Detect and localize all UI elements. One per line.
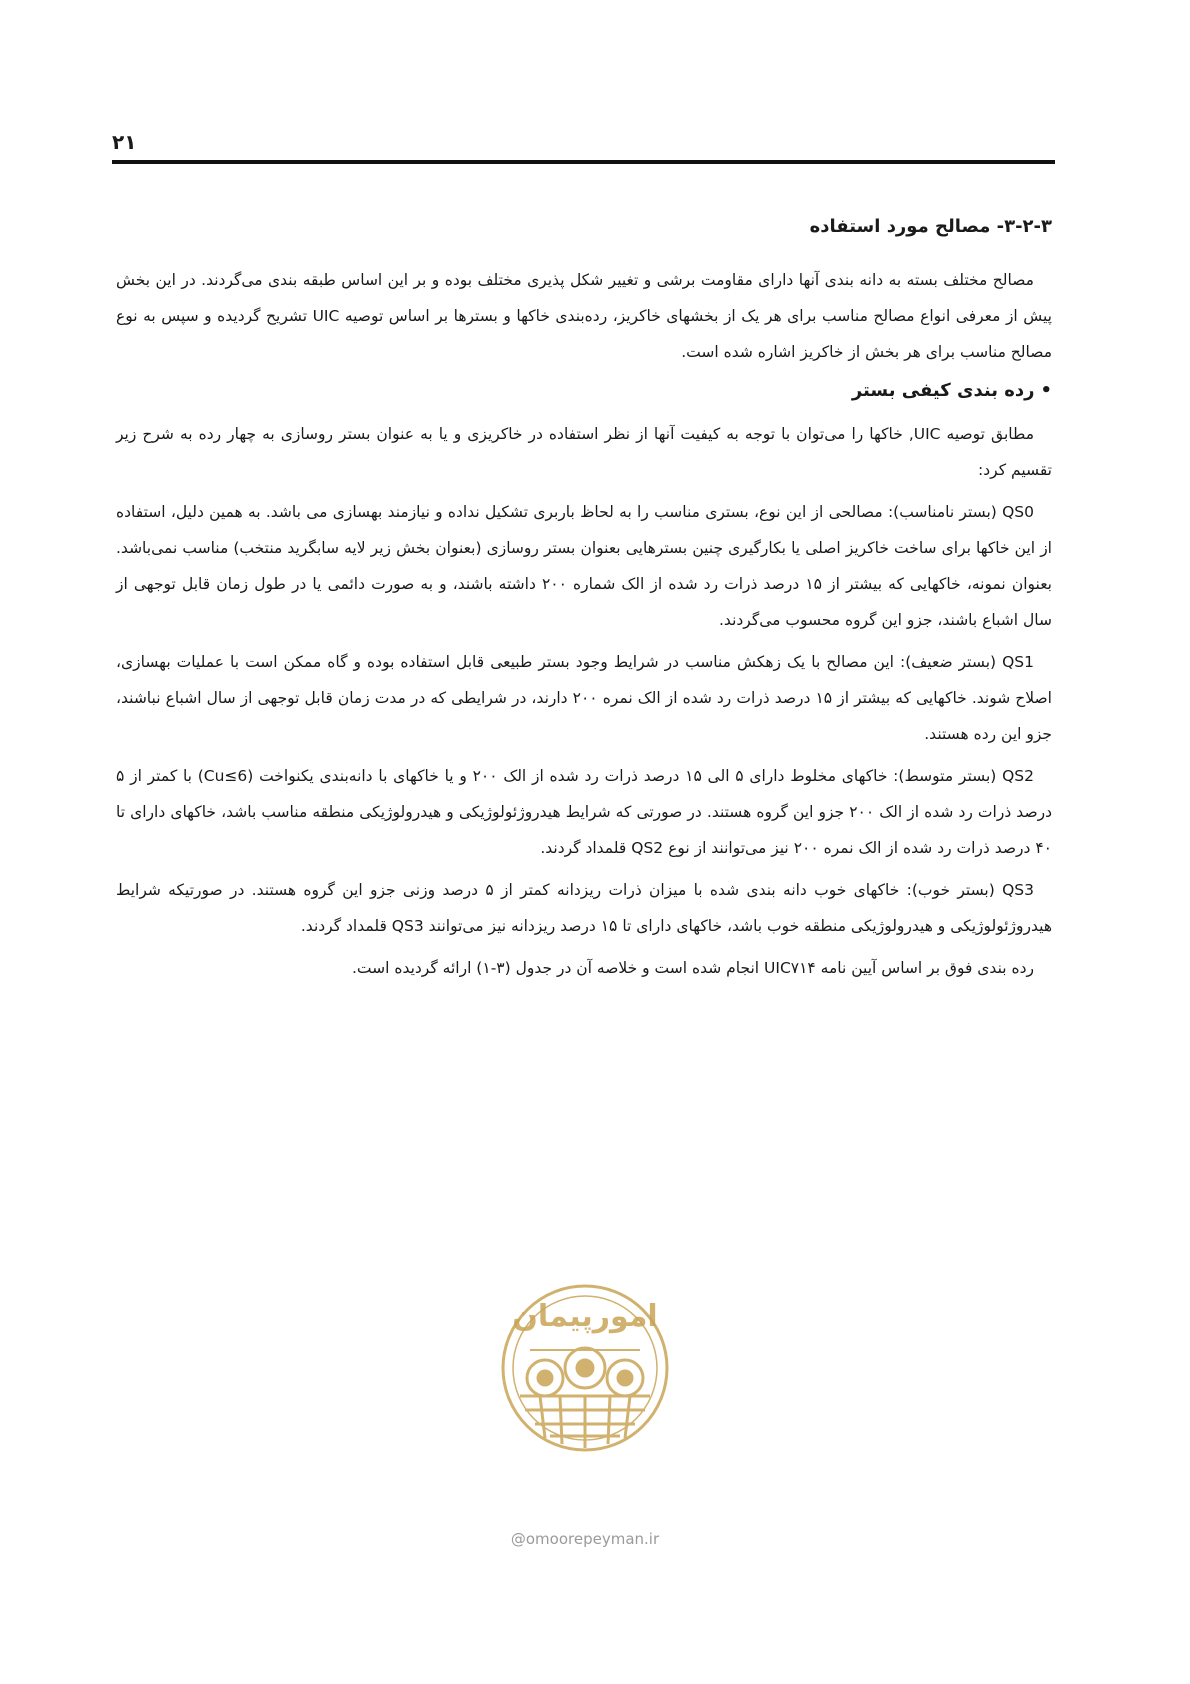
subsection-title: رده بندی کیفی بستر bbox=[851, 380, 1035, 401]
page-number: ۲۱ bbox=[112, 130, 137, 154]
paragraph-qs0: QS0 (بستر نامناسب): مصالحی از این نوع، بستری مناسب را به لحاظ باربری تشکیل نداده و نیازمند بهسازی می باشد. به همین دلیل، استفاده از این خاکها برای ساخت خاکریز اصلی یا بکارگیری چنین بسترهایی بعنوان بستر روسازی (بعنوان بخش زیر لایه سابگرید منتخب) مناسب نمی‌باشد. بعنوان نمونه، خاکهایی که بیشتر از ۱۵ درصد ذرات رد شده از الک شماره ۲۰۰ داشته باشند، و به صورت دائمی یا در طول زمان قابل توجهی از سال اشباع باشند، جزو این گروه محسوب می‌گردند. bbox=[116, 503, 1052, 629]
logo-lettering: امورپیمان bbox=[512, 1299, 658, 1334]
document-body bbox=[116, 212, 1052, 992]
omoore-peyman-seal-icon bbox=[490, 1268, 680, 1518]
watermark-logo bbox=[490, 1268, 680, 1558]
paragraph-qs1: QS1 (بستر ضعیف): این مصالح با یک زهکش مناسب در شرایط وجود بستر طبیعی قابل استفاده بوده و گاه ممکن است با عملیات بهسازی، اصلاح شوند. خاکهایی که بیشتر از ۱۵ درصد ذرات رد شده از الک نمره ۲۰۰ دارند، در شرایطی که در مدت زمان قابل توجهی از سال اشباع نباشند، جزو این رده هستند. bbox=[116, 653, 1052, 743]
intro-paragraph: مصالح مختلف بسته به دانه بندی آنها دارای مقاومت برشی و تغییر شکل پذیری مختلف بوده و بر این اساس طبقه بندی می‌گردند. در این بخش پیش از معرفی انواع مصالح مناسب برای هر یک از بخشهای خاکریز، رده‌بندی خاکها و بسترها بر اساس توصیه UIC تشریح گردیده و سپس به نوع مصالح مناسب برای هر بخش از خاکریز اشاره شده است. bbox=[116, 271, 1052, 361]
subsection-heading bbox=[116, 376, 1052, 406]
paragraph-summary: رده بندی فوق بر اساس آیین نامه UIC۷۱۴ انجام شده است و خلاصه آن در جدول (۳-۱) ارائه گردیده است. bbox=[351, 959, 1034, 977]
section-title: ۳-۲-۳- مصالح مورد استفاده bbox=[809, 216, 1052, 237]
paragraph-qs3: QS3 (بستر خوب): خاکهای خوب دانه بندی شده با میزان ذرات ریزدانه کمتر از ۵ درصد وزنی جزو این گروه هستند. در صورتیکه شرایط هیدروژئولوژیکی و هیدرولوژیکی منطقه خوب باشد، خاکهای دارای تا ۱۵ درصد ریزدانه نیز می‌توانند QS3 قلمداد گردند. bbox=[116, 881, 1052, 935]
header-rule bbox=[112, 160, 1055, 164]
paragraph-uic: مطابق توصیه UIC, خاکها را می‌توان با توجه به کیفیت آنها از نظر استفاده در خاکریزی و یا به عنوان بستر روسازی به چهار رده به شرح زیر تقسیم کرد: bbox=[116, 425, 1052, 479]
bullet-icon: • bbox=[1040, 380, 1052, 401]
website-label: @omoorepeyman.ir bbox=[510, 1530, 660, 1548]
paragraph-qs2: QS2 (بستر متوسط): خاکهای مخلوط دارای ۵ الی ۱۵ درصد ذرات رد شده از الک ۲۰۰ و یا خاکهای با دانه‌بندی یکنواخت (Cu≤6) با کمتر از ۵ درصد ذرات رد شده از الک ۲۰۰ جزو این گروه هستند. در صورتی که شرایط هیدروژئولوژیکی و هیدرولوژیکی منطقه مناسب باشد، خاکهای دارای تا ۴۰ درصد ذرات رد شده از الک نمره ۲۰۰ نیز می‌توانند از نوع QS2 قلمداد گردند. bbox=[116, 767, 1052, 857]
